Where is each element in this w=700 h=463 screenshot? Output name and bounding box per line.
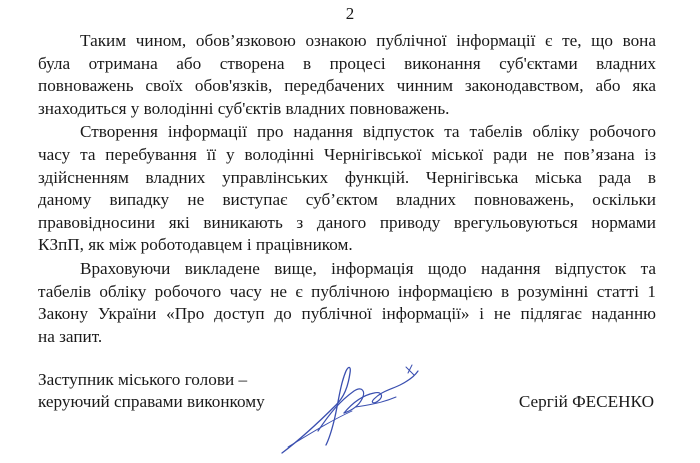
text-line: знаходиться у володінні суб'єктів владних повноважень. — [38, 98, 450, 118]
paragraph-public-info-definition — [38, 30, 656, 120]
text-line: даному випадку не виступає суб’єктом владних повноважень, оскільки — [38, 190, 656, 210]
text-line: КЗпП, як між роботодавцем і працівником. — [38, 235, 353, 255]
text-line: Створення інформації про надання відпусток та табелів обліку робочого — [80, 122, 656, 142]
signature-block — [38, 369, 656, 459]
position-line: керуючий справами виконкому — [38, 392, 265, 411]
page-number: 2 — [345, 4, 355, 23]
handwritten-signature — [278, 361, 428, 457]
text-line: здійсненням владних управлінських функцій. Чернігівська міська рада в — [38, 167, 656, 187]
signatory-position — [38, 369, 265, 413]
letter-body — [38, 30, 656, 349]
text-line: Таким чином, обов’язковою ознакою публічної інформації є те, що вона — [80, 31, 656, 50]
paragraph-vacation-timesheets — [38, 121, 656, 257]
text-line: правовідносини які виникають з даного приводу врегульовуються нормами — [38, 212, 656, 232]
text-line: Враховуючи викладене вище, інформація щодо надання відпусток та — [80, 258, 656, 278]
position-line: Заступник міського голови – — [38, 370, 248, 389]
text-line: Закону України «Про доступ до публічної інформації» і не підлягає наданню — [38, 304, 656, 324]
paragraph-conclusion — [38, 258, 656, 348]
text-line: була отримана або створена в процесі виконання суб'єктами владних — [38, 53, 656, 73]
text-line: часу та перебування її у володінні Чернігівської міської ради не пов’язана із — [38, 144, 656, 164]
text-line: повноважень своїх обов'язків, передбачених чинним законодавством, або яка — [38, 76, 656, 96]
text-line: на запит. — [38, 326, 103, 346]
text-line: табелів обліку робочого часу не є публічною інформацією в розумінні статті 1 — [38, 281, 656, 301]
signatory-name: Сергій ФЕСЕНКО — [518, 392, 654, 411]
